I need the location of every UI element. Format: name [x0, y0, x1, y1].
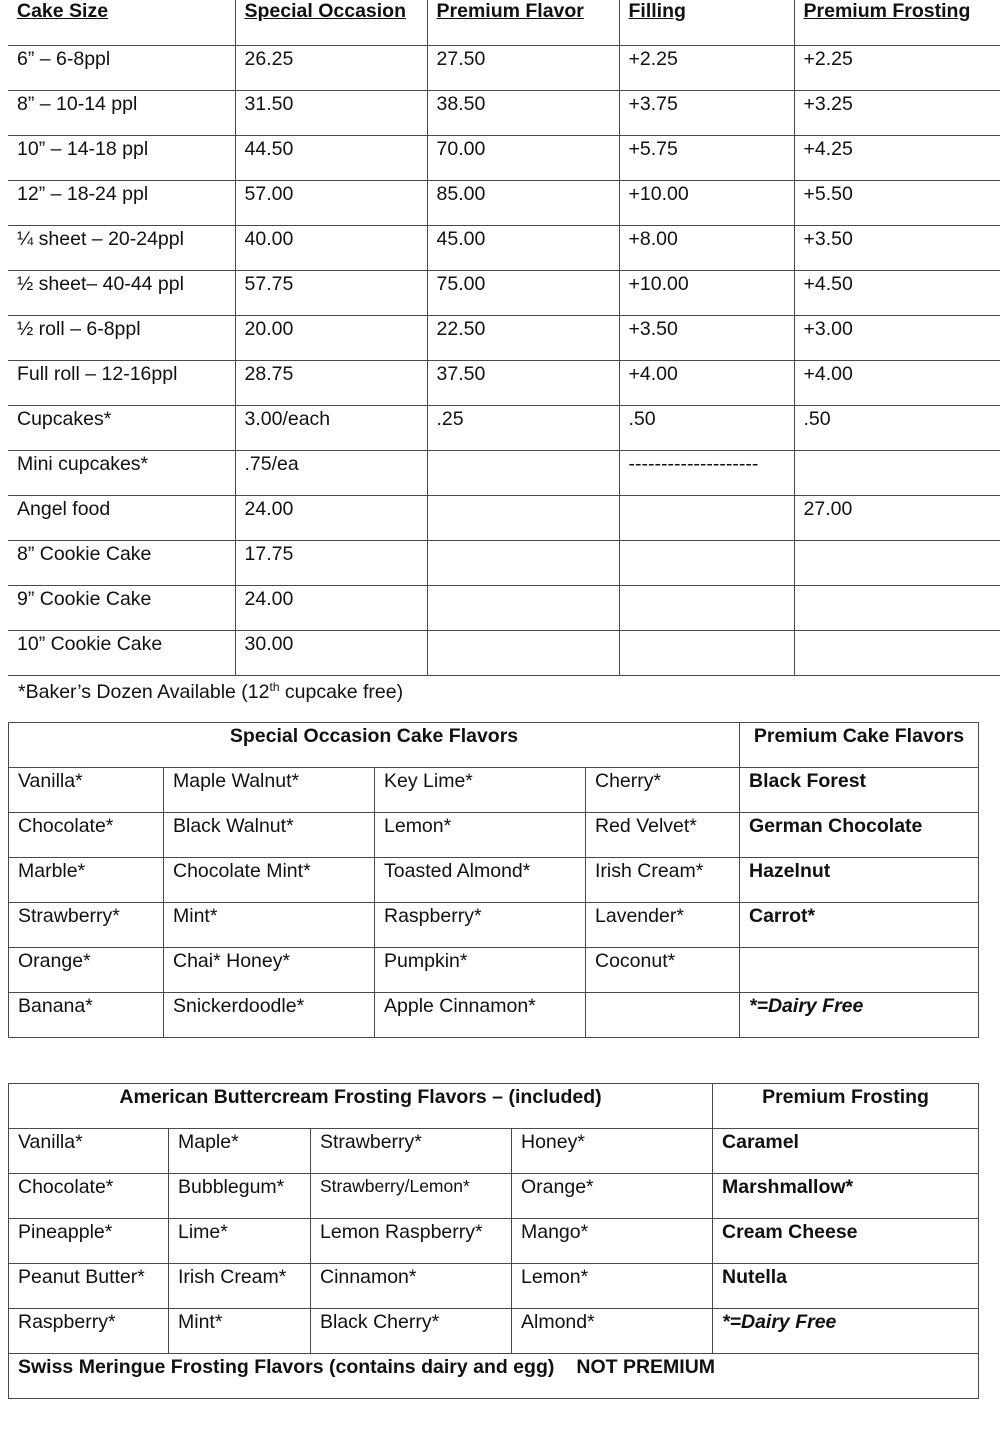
header-premium-frosting: Premium Frosting — [794, 0, 1000, 45]
price-cell — [794, 585, 1000, 630]
size-cell: ½ roll – 6-8ppl — [8, 315, 235, 360]
flavor-cell: Cherry* — [586, 768, 740, 813]
note-suffix: cupcake free) — [279, 681, 404, 703]
premium-flavor-cell: Carrot* — [740, 903, 979, 948]
premium-flavor-cell — [740, 948, 979, 993]
frosting-cell: Peanut Butter* — [9, 1264, 169, 1309]
table-row — [9, 948, 979, 993]
flavor-cell: Mint* — [164, 903, 375, 948]
flavor-cell: Chai* Honey* — [164, 948, 375, 993]
price-cell — [427, 630, 619, 675]
price-cell: 20.00 — [235, 315, 427, 360]
flavor-cell: Lemon* — [375, 813, 586, 858]
frosting-cell: Irish Cream* — [169, 1264, 311, 1309]
price-cell: 44.50 — [235, 135, 427, 180]
price-table — [8, 0, 1000, 676]
price-cell: +4.25 — [794, 135, 1000, 180]
price-cell — [794, 450, 1000, 495]
flavor-cell: Toasted Almond* — [375, 858, 586, 903]
price-cell: .25 — [427, 405, 619, 450]
price-cell — [427, 495, 619, 540]
flavor-cell: Marble* — [9, 858, 164, 903]
frosting-flavors-table — [8, 1083, 979, 1399]
table-row — [8, 360, 1000, 405]
flavor-cell: Chocolate Mint* — [164, 858, 375, 903]
price-cell: 24.00 — [235, 585, 427, 630]
price-cell — [619, 495, 794, 540]
note-superscript: th — [269, 680, 280, 694]
price-cell: +2.25 — [794, 45, 1000, 90]
price-cell: 28.75 — [235, 360, 427, 405]
frosting-cell: Bubblegum* — [169, 1174, 311, 1219]
table-row — [9, 768, 979, 813]
table-row — [8, 225, 1000, 270]
price-cell: +5.50 — [794, 180, 1000, 225]
price-cell: 37.50 — [427, 360, 619, 405]
cake-flavors-table — [8, 722, 979, 1038]
flavor-cell: Snickerdoodle* — [164, 993, 375, 1038]
swiss-meringue-row — [9, 1354, 979, 1399]
price-cell — [794, 540, 1000, 585]
price-cell: +3.00 — [794, 315, 1000, 360]
table-row — [8, 495, 1000, 540]
size-cell: 10” Cookie Cake — [8, 630, 235, 675]
frosting-cell: Chocolate* — [9, 1174, 169, 1219]
flavor-cell: Orange* — [9, 948, 164, 993]
table-row — [9, 1129, 979, 1174]
price-cell: +3.75 — [619, 90, 794, 135]
header-premium-flavor: Premium Flavor — [427, 0, 619, 45]
not-premium-label: NOT PREMIUM — [576, 1356, 716, 1378]
flavor-cell: Banana* — [9, 993, 164, 1038]
price-cell — [794, 630, 1000, 675]
price-cell: .75/ea — [235, 450, 427, 495]
price-cell — [427, 540, 619, 585]
price-cell: +3.25 — [794, 90, 1000, 135]
size-cell: 8” Cookie Cake — [8, 540, 235, 585]
price-cell — [619, 630, 794, 675]
note-prefix: *Baker’s Dozen Available (12 — [18, 681, 270, 703]
american-buttercream-header: American Buttercream Frosting Flavors – (included) — [9, 1084, 713, 1129]
premium-flavor-cell: German Chocolate — [740, 813, 979, 858]
dairy-free-legend: *=Dairy Free — [713, 1309, 979, 1354]
price-cell: 27.50 — [427, 45, 619, 90]
premium-flavor-cell: Black Forest — [740, 768, 979, 813]
table-row — [8, 315, 1000, 360]
price-cell: +10.00 — [619, 270, 794, 315]
frosting-cell: Mango* — [512, 1219, 713, 1264]
price-cell — [427, 585, 619, 630]
price-cell: +4.50 — [794, 270, 1000, 315]
size-cell: Full roll – 12-16ppl — [8, 360, 235, 405]
table-row — [9, 858, 979, 903]
frosting-cell: Almond* — [512, 1309, 713, 1354]
price-cell: 24.00 — [235, 495, 427, 540]
flavor-cell: Lavender* — [586, 903, 740, 948]
frosting-cell: Strawberry/Lemon* — [311, 1174, 512, 1219]
flavor-cell: Red Velvet* — [586, 813, 740, 858]
price-cell: 22.50 — [427, 315, 619, 360]
size-cell: 6” – 6-8ppl — [8, 45, 235, 90]
flavor-cell: Coconut* — [586, 948, 740, 993]
flavor-cell: Apple Cinnamon* — [375, 993, 586, 1038]
table-row — [8, 270, 1000, 315]
price-cell: -------------------- — [619, 450, 794, 495]
flavor-cell: Key Lime* — [375, 768, 586, 813]
size-cell: 12” – 18-24 ppl — [8, 180, 235, 225]
swiss-meringue-label: Swiss Meringue Frosting Flavors (contains dairy and egg) — [18, 1356, 555, 1378]
price-cell: 70.00 — [427, 135, 619, 180]
flavor-cell: Maple Walnut* — [164, 768, 375, 813]
header-cake-size: Cake Size — [8, 0, 235, 45]
flavor-cell: Raspberry* — [375, 903, 586, 948]
price-cell: 85.00 — [427, 180, 619, 225]
table-row — [8, 630, 1000, 675]
flavor-cell — [586, 993, 740, 1038]
size-cell: Mini cupcakes* — [8, 450, 235, 495]
price-cell: 57.00 — [235, 180, 427, 225]
table-row — [9, 993, 979, 1038]
flavor-cell: Vanilla* — [9, 768, 164, 813]
size-cell: ¼ sheet – 20-24ppl — [8, 225, 235, 270]
price-cell: +2.25 — [619, 45, 794, 90]
table-row — [9, 1219, 979, 1264]
table-row — [8, 450, 1000, 495]
price-cell — [619, 585, 794, 630]
table-row — [9, 903, 979, 948]
price-cell: .50 — [794, 405, 1000, 450]
size-cell: Cupcakes* — [8, 405, 235, 450]
frosting-cell: Mint* — [169, 1309, 311, 1354]
price-cell: 57.75 — [235, 270, 427, 315]
table-row — [8, 135, 1000, 180]
premium-cake-flavors-header: Premium Cake Flavors — [740, 723, 979, 768]
price-cell: 38.50 — [427, 90, 619, 135]
flavor-cell: Irish Cream* — [586, 858, 740, 903]
price-cell: 31.50 — [235, 90, 427, 135]
price-cell: +4.00 — [794, 360, 1000, 405]
price-cell — [619, 540, 794, 585]
size-cell: Angel food — [8, 495, 235, 540]
price-cell: 40.00 — [235, 225, 427, 270]
frosting-cell: Maple* — [169, 1129, 311, 1174]
frosting-cell: Raspberry* — [9, 1309, 169, 1354]
size-cell: 10” – 14-18 ppl — [8, 135, 235, 180]
premium-frosting-cell: Caramel — [713, 1129, 979, 1174]
price-cell: 17.75 — [235, 540, 427, 585]
price-cell: 45.00 — [427, 225, 619, 270]
size-cell: 8” – 10-14 ppl — [8, 90, 235, 135]
frosting-header-row — [9, 1084, 979, 1129]
price-cell: .50 — [619, 405, 794, 450]
flavor-cell: Chocolate* — [9, 813, 164, 858]
size-cell: ½ sheet– 40-44 ppl — [8, 270, 235, 315]
frosting-cell: Black Cherry* — [311, 1309, 512, 1354]
dairy-free-legend: *=Dairy Free — [740, 993, 979, 1038]
price-cell: +3.50 — [619, 315, 794, 360]
special-occasion-flavors-header: Special Occasion Cake Flavors — [9, 723, 740, 768]
table-row — [8, 540, 1000, 585]
price-cell — [427, 450, 619, 495]
swiss-meringue-cell — [9, 1354, 979, 1399]
table-row — [8, 180, 1000, 225]
frosting-cell: Pineapple* — [9, 1219, 169, 1264]
price-cell: +3.50 — [794, 225, 1000, 270]
premium-flavor-cell: Hazelnut — [740, 858, 979, 903]
frosting-cell: Lemon* — [512, 1264, 713, 1309]
bakers-dozen-note — [18, 681, 403, 704]
flavor-cell: Pumpkin* — [375, 948, 586, 993]
price-cell: 27.00 — [794, 495, 1000, 540]
premium-frosting-cell: Cream Cheese — [713, 1219, 979, 1264]
frosting-cell: Lime* — [169, 1219, 311, 1264]
table-row — [8, 405, 1000, 450]
frosting-cell: Strawberry* — [311, 1129, 512, 1174]
table-row — [8, 45, 1000, 90]
price-cell: +10.00 — [619, 180, 794, 225]
header-filling: Filling — [619, 0, 794, 45]
price-cell: 75.00 — [427, 270, 619, 315]
price-cell: +8.00 — [619, 225, 794, 270]
cake-flavors-header-row — [9, 723, 979, 768]
table-row — [9, 1309, 979, 1354]
table-row — [8, 90, 1000, 135]
table-row — [8, 585, 1000, 630]
price-cell: 3.00/each — [235, 405, 427, 450]
price-header-row — [8, 0, 1000, 45]
price-cell: 26.25 — [235, 45, 427, 90]
flavor-cell: Black Walnut* — [164, 813, 375, 858]
header-special-occasion: Special Occasion — [235, 0, 427, 45]
frosting-cell: Honey* — [512, 1129, 713, 1174]
size-cell: 9” Cookie Cake — [8, 585, 235, 630]
premium-frosting-cell: Nutella — [713, 1264, 979, 1309]
price-cell: +4.00 — [619, 360, 794, 405]
table-row — [9, 1264, 979, 1309]
premium-frosting-cell: Marshmallow* — [713, 1174, 979, 1219]
frosting-cell: Vanilla* — [9, 1129, 169, 1174]
frosting-cell: Lemon Raspberry* — [311, 1219, 512, 1264]
table-row — [9, 1174, 979, 1219]
premium-frosting-header: Premium Frosting — [713, 1084, 979, 1129]
table-row — [9, 813, 979, 858]
frosting-cell: Cinnamon* — [311, 1264, 512, 1309]
flavor-cell: Strawberry* — [9, 903, 164, 948]
price-cell: 30.00 — [235, 630, 427, 675]
frosting-cell: Orange* — [512, 1174, 713, 1219]
price-cell: +5.75 — [619, 135, 794, 180]
